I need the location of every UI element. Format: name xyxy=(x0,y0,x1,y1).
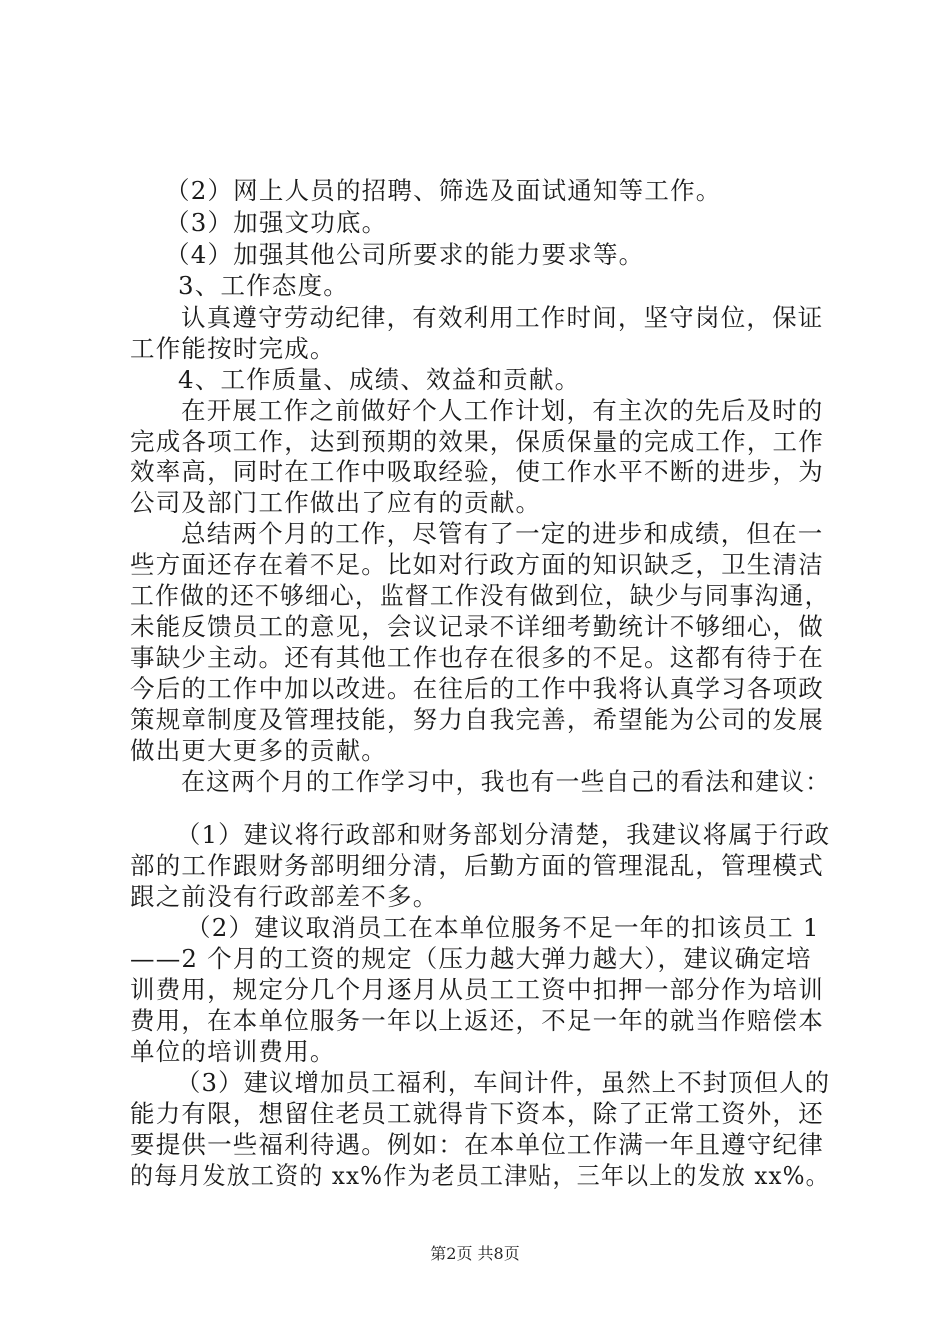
page-footer: 第2页 共8页 xyxy=(430,1244,520,1263)
text-line: 要提供一些福利待遇。例如：在本单位工作满一年且遵守纪律 xyxy=(130,1130,824,1159)
text-line: 今后的工作中加以改进。在往后的工作中我将认真学习各项政 xyxy=(130,674,824,703)
text-line: 能力有限，想留住老员工就得肯下资本，除了正常工资外，还 xyxy=(130,1099,824,1128)
text-line: 3、工作态度。 xyxy=(178,271,349,300)
text-line: 工作做的还不够细心，监督工作没有做到位，缺少与同事沟通， xyxy=(130,581,830,610)
text-line: 总结两个月的工作，尽管有了一定的进步和成绩，但在一 xyxy=(181,519,824,548)
text-line: 4、工作质量、成绩、效益和贡献。 xyxy=(178,365,581,394)
text-line: （4）加强其他公司所要求的能力要求等。 xyxy=(165,240,645,269)
text-line: 事缺少主动。还有其他工作也存在很多的不足。这都有待于在 xyxy=(130,643,824,672)
text-line: 训费用，规定分几个月逐月从员工工资中扣押一部分作为培训 xyxy=(130,975,824,1004)
text-line: （3）加强文功底。 xyxy=(165,208,388,237)
text-line: （3）建议增加员工福利，车间计件，虽然上不封顶但人的 xyxy=(176,1068,831,1097)
text-line: 策规章制度及管理技能，努力自我完善，希望能为公司的发展 xyxy=(130,705,824,734)
text-line: 的每月发放工资的 xx%作为老员工津贴，三年以上的发放 xx%。 xyxy=(130,1161,830,1190)
text-line: 部的工作跟财务部明细分清，后勤方面的管理混乱，管理模式 xyxy=(130,851,824,880)
text-line: 些方面还存在着不足。比如对行政方面的知识缺乏，卫生清洁 xyxy=(130,550,824,579)
text-line: 效率高，同时在工作中吸取经验，使工作水平不断的进步，为 xyxy=(130,457,824,486)
text-line: 跟之前没有行政部差不多。 xyxy=(130,882,439,911)
text-line: 做出更大更多的贡献。 xyxy=(130,736,387,765)
text-line: 单位的培训费用。 xyxy=(130,1037,336,1066)
text-line: 在开展工作之前做好个人工作计划，有主次的先后及时的 xyxy=(181,396,824,425)
text-line: （2）网上人员的招聘、筛选及面试通知等工作。 xyxy=(165,176,722,205)
text-line: 在这两个月的工作学习中，我也有一些自己的看法和建议： xyxy=(181,767,831,796)
text-line: 公司及部门工作做出了应有的贡献。 xyxy=(130,488,542,517)
text-line: 未能反馈员工的意见，会议记录不详细考勤统计不够细心，做 xyxy=(130,612,824,641)
text-line: 费用，在本单位服务一年以上返还，不足一年的就当作赔偿本 xyxy=(130,1006,824,1035)
text-line: （1）建议将行政部和财务部划分清楚，我建议将属于行政 xyxy=(176,820,831,849)
text-line: ——2 个月的工资的规定（压力越大弹力越大），建议确定培 xyxy=(130,944,812,973)
text-line: 工作能按时完成。 xyxy=(130,334,336,363)
text-line: 认真遵守劳动纪律，有效利用工作时间，坚守岗位，保证 xyxy=(181,303,824,332)
text-line: （2）建议取消员工在本单位服务不足一年的扣该员工 1 xyxy=(186,913,820,942)
text-line: 完成各项工作，达到预期的效果，保质保量的完成工作，工作 xyxy=(130,427,824,456)
